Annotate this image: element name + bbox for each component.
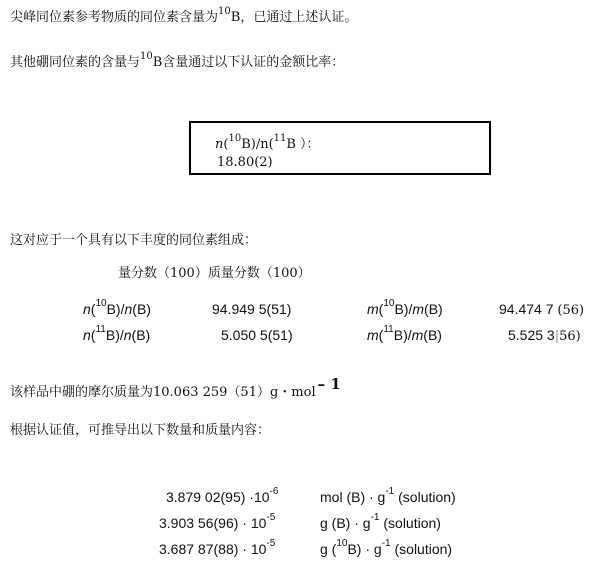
intro-line-1-after: ，已通过上述认证。 — [240, 10, 358, 25]
row-2-n-label: n($^{11}$B)/n(B) — [83, 324, 151, 343]
row-2-m-iso: 11 — [383, 324, 394, 336]
ratio-n: n — [215, 137, 224, 152]
row-1-m-value: 94.474 7 (56) — [499, 301, 585, 318]
row-2-n-iso: 11 — [95, 324, 106, 336]
derived-row-1-coef: 3.879 $02(95) \cdot 10^{-6}$ — [166, 486, 279, 505]
ratio-iso-11: 11 — [273, 132, 287, 144]
derived-row-3-coef: 3.687 $87(88) \cdot 10^{-5}$ — [159, 538, 276, 557]
intro-line-2 — [10, 51, 344, 70]
row-1-n-value: 94.949 5(51) — [212, 301, 292, 317]
molar-mass-text: 该样品中硼的摩尔质量为10.063 259（51）g・mol — [10, 385, 316, 400]
row-1-n-label: n($^{10}$B)/n(B) — [83, 298, 151, 317]
intro-line-2-isotope: 10 — [140, 50, 153, 62]
intro-line-1 — [10, 6, 357, 25]
derived-row-1-unit: mol $(B) \cdot g^{-1}$ (solution) — [320, 486, 456, 505]
row-2-n-value: 5.050 5(51) — [221, 327, 293, 343]
row-1-m-iso: 10 — [383, 298, 395, 310]
intro-line-2-before: 其他硼同位素的含量与 — [10, 55, 141, 70]
derived-intro: 根据认证值，可推导出以下数量和质量内容： — [10, 423, 271, 438]
derived-row-2-unit: g $(B) \cdot g^{-1}$ (solution) — [320, 512, 441, 531]
row-2-m-label: m($^{11}$B)/m(B) — [367, 324, 442, 343]
ratio-b-mid: B)/n( — [241, 137, 274, 152]
composition-intro: 这对应于一个具有以下丰度的同位素组成： — [10, 233, 258, 248]
row-1-m-label: m($^{10}$B)/m(B) — [367, 298, 443, 317]
ratio-b-end: B ）： — [286, 137, 320, 152]
derived-row-3-unit: g $(^{10}B) \cdot g^{-1}$ (solution) — [320, 538, 453, 557]
intro-line-1-isotope: 10 — [218, 5, 231, 17]
ratio-formula: n($^{10}$B)/n($^{11}$B ）： — [215, 132, 320, 152]
intro-line-1-element: B — [230, 10, 241, 25]
composition-header: 量分数（100）质量分数（100） — [118, 266, 311, 281]
intro-line-2-after: B含量通过以下认证的金额比率： — [152, 55, 345, 70]
molar-mass-exp: – 1 — [317, 375, 341, 393]
row-1-n-iso: 10 — [95, 298, 107, 310]
row-2-m-value: 5.525 3|56) — [508, 327, 581, 344]
intro-line-1-before: 尖峰同位素参考物质的同位素含量为 — [10, 10, 219, 25]
molar-mass — [10, 375, 341, 400]
derived-row-2-coef: 3.903 $56(96) \cdot 10^{-5}$ — [159, 512, 276, 531]
ratio-value: 18.80(2) — [217, 155, 273, 170]
ratio-iso-10: 10 — [228, 132, 242, 144]
